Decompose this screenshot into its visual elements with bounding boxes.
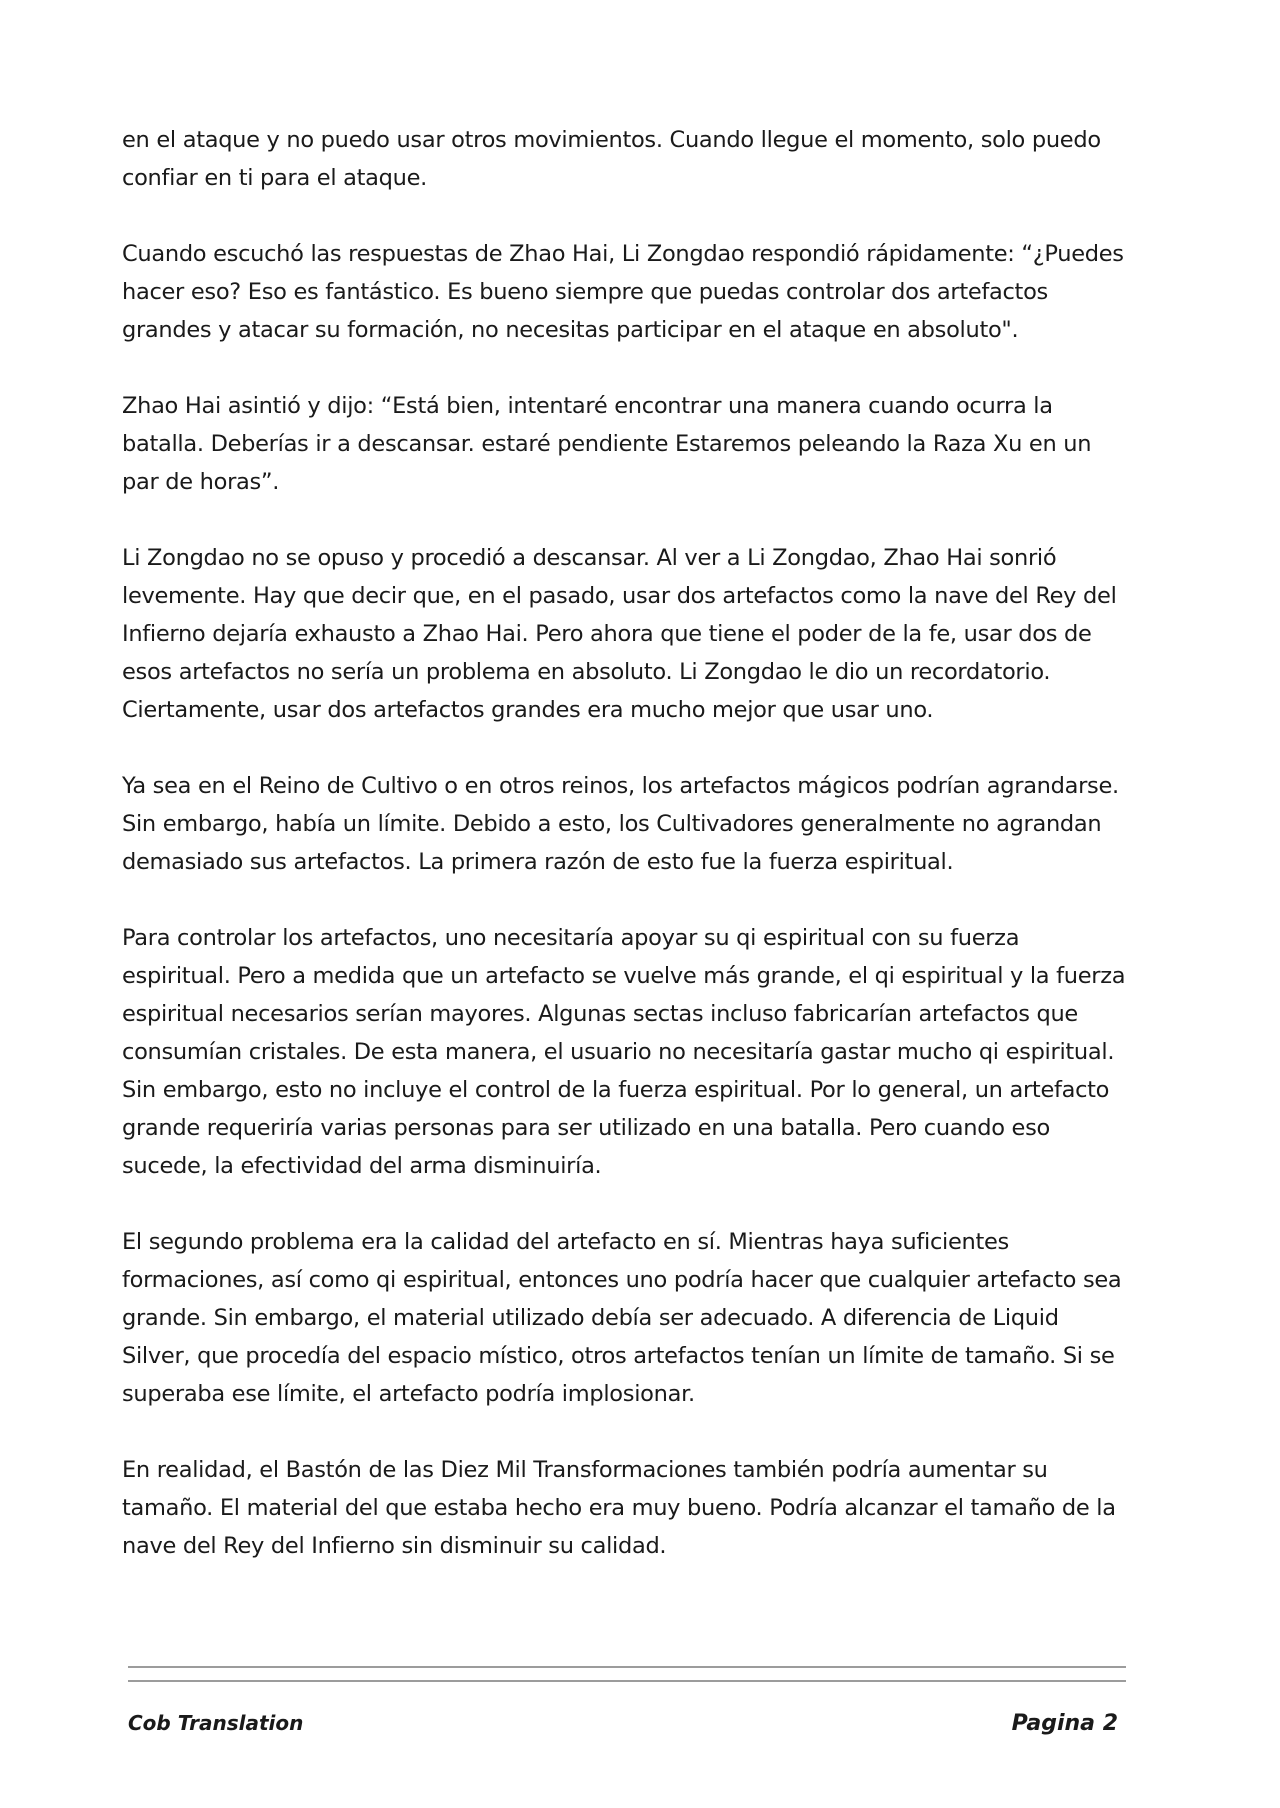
document-body	[122, 121, 1132, 1565]
footer-divider	[128, 1666, 1126, 1668]
footer-divider	[128, 1680, 1126, 1682]
paragraph: en el ataque y no puedo usar otros movimientos. Cuando llegue el momento, solo puedo confiar en ti para el ataque.	[122, 127, 1101, 191]
paragraph: Zhao Hai asintió y dijo: “Está bien, intentaré encontrar una manera cuando ocurra la batalla. Deberías ir a descansar. estaré pendiente Estaremos peleando la Raza Xu en un par de horas”.	[122, 393, 1092, 495]
footer-page-number: Pagina 2	[1011, 1711, 1118, 1736]
paragraph: Li Zongdao no se opuso y procedió a descansar. Al ver a Li Zongdao, Zhao Hai sonrió levemente. Hay que decir que, en el pasado, usar dos artefactos como la nave del Rey del Infierno dejaría exhausto a Zhao Hai. Pero ahora que tiene el poder de la fe, usar dos de esos artefactos no sería un problema en absoluto. Li Zongdao le dio un recordatorio. Ciertamente, usar dos artefactos grandes era mucho mejor que usar uno.	[122, 545, 1117, 723]
paragraph: Para controlar los artefactos, uno necesitaría apoyar su qi espiritual con su fuerza espiritual. Pero a medida que un artefacto se vuelve más grande, el qi espiritual y la fuerza espiritual necesarios serían mayores. Algunas sectas incluso fabricarían artefactos que consumían cristales. De esta manera, el usuario no necesitaría gastar mucho qi espiritual. Sin embargo, esto no incluye el control de la fuerza espiritual. Por lo general, un artefacto grande requeriría varias personas para ser utilizado en una batalla. Pero cuando eso sucede, la efectividad del arma disminuiría.	[122, 925, 1126, 1179]
paragraph: Cuando escuchó las respuestas de Zhao Hai, Li Zongdao respondió rápidamente: “¿Puedes hacer eso? Eso es fantástico. Es bueno siempre que puedas controlar dos artefactos grandes y atacar su formación, no necesitas participar en el ataque en absoluto".	[122, 241, 1124, 343]
paragraph: El segundo problema era la calidad del artefacto en sí. Mientras haya suficientes formaciones, así como qi espiritual, entonces uno podría hacer que cualquier artefacto sea grande. Sin embargo, el material utilizado debía ser adecuado. A diferencia de Liquid Silver, que procedía del espacio místico, otros artefactos tenían un límite de tamaño. Si se superaba ese límite, el artefacto podría implosionar.	[122, 1229, 1122, 1407]
paragraph: Ya sea en el Reino de Cultivo o en otros reinos, los artefactos mágicos podrían agrandarse. Sin embargo, había un límite. Debido a esto, los Cultivadores generalmente no agrandan demasiado sus artefactos. La primera razón de esto fue la fuerza espiritual.	[122, 773, 1119, 875]
paragraph: En realidad, el Bastón de las Diez Mil Transformaciones también podría aumentar su tamaño. El material del que estaba hecho era muy bueno. Podría alcanzar el tamaño de la nave del Rey del Infierno sin disminuir su calidad.	[122, 1457, 1116, 1559]
footer-translator-name: Cob Translation	[128, 1711, 304, 1735]
